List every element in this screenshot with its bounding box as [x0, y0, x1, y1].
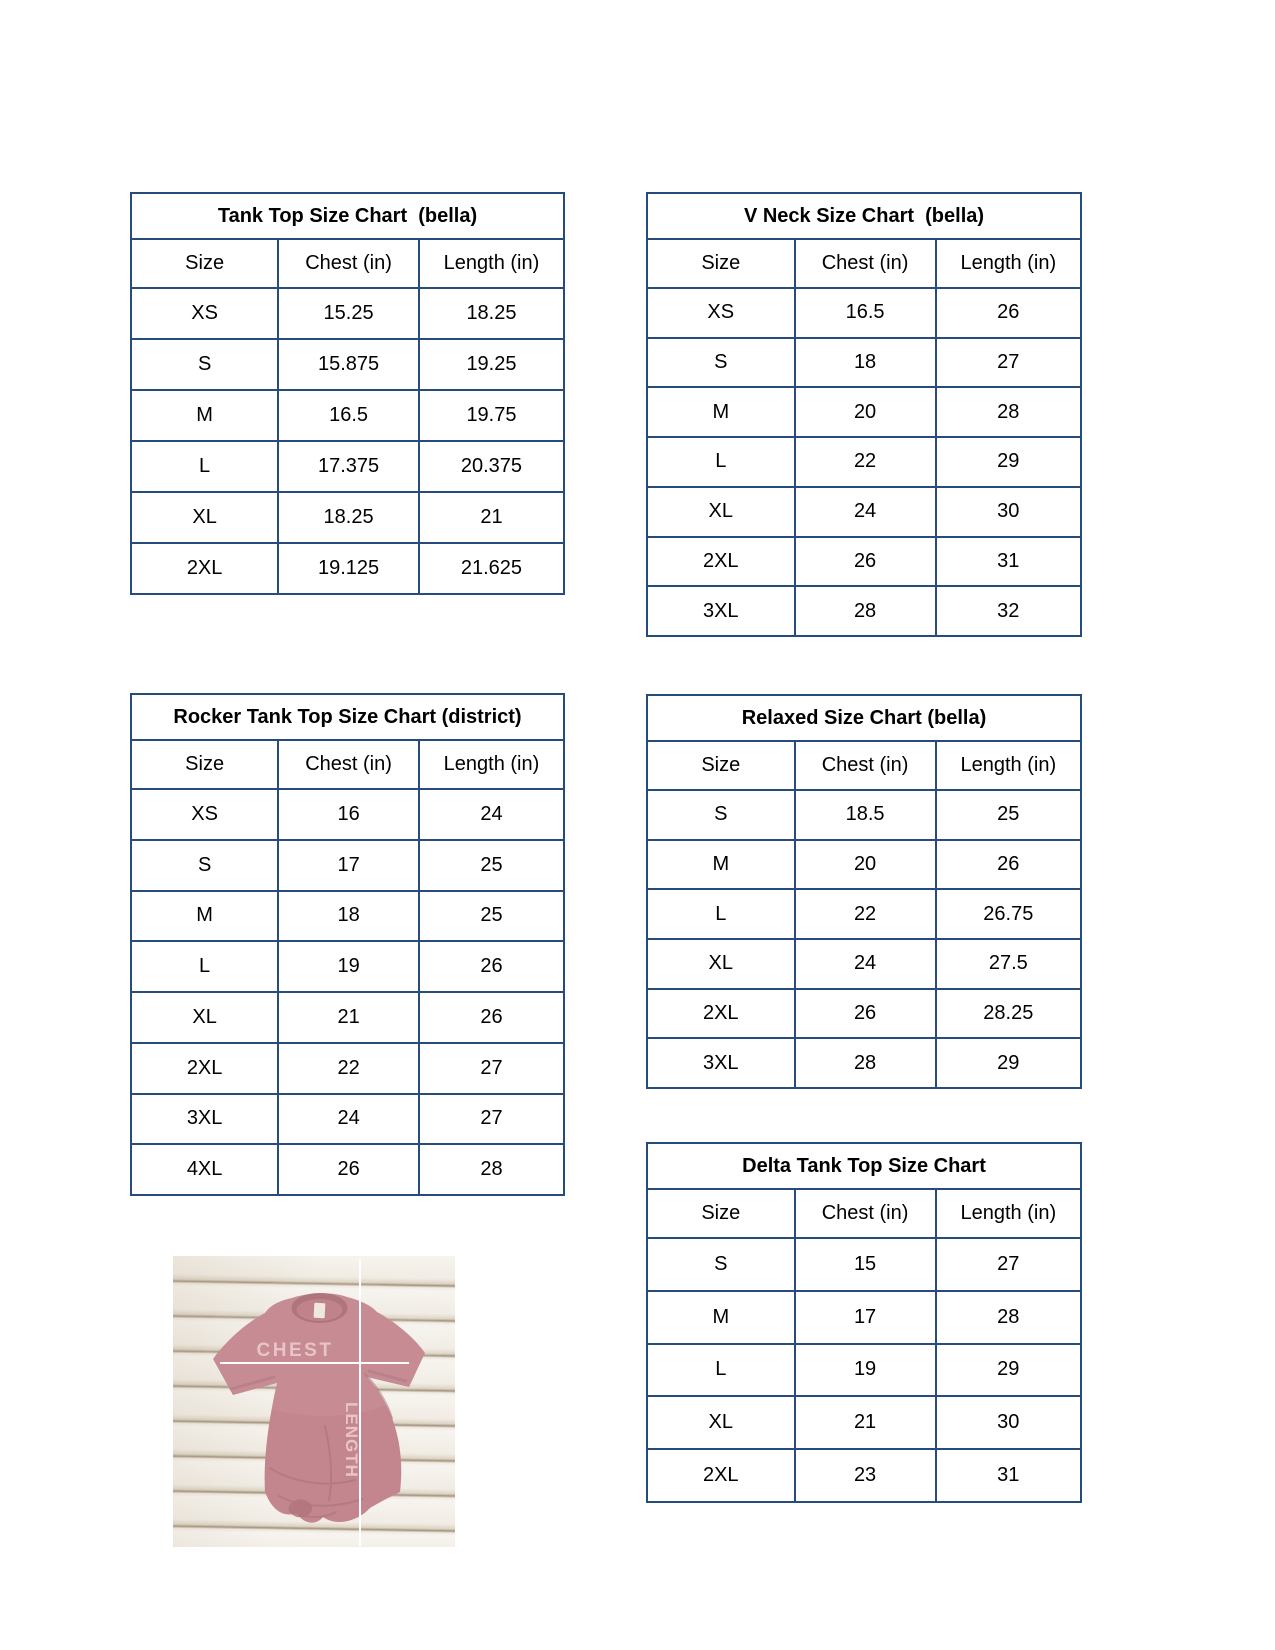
relaxed-bella-size-chart	[646, 694, 1082, 1089]
table-row	[647, 939, 1081, 989]
table-row	[647, 1344, 1081, 1397]
size-cell: L	[131, 441, 278, 492]
header-row	[647, 1189, 1081, 1238]
length-cell: 27	[936, 1238, 1081, 1291]
chest-cell: 16.5	[278, 390, 419, 441]
chest-cell: 24	[795, 939, 936, 989]
size-cell: M	[647, 1291, 795, 1344]
chest-cell: 22	[795, 437, 936, 487]
size-cell: M	[131, 390, 278, 441]
table-row	[647, 790, 1081, 840]
length-cell: 19.25	[419, 339, 564, 390]
size-cell: 2XL	[131, 1043, 278, 1094]
table-row	[131, 339, 564, 390]
chest-cell: 21	[278, 992, 419, 1043]
header-row	[647, 741, 1081, 790]
v-neck-bella-table	[646, 192, 1082, 637]
size-cell: S	[647, 1238, 795, 1291]
table-row	[647, 487, 1081, 537]
size-cell: 2XL	[647, 989, 795, 1039]
table-title: V Neck Size Chart (bella)	[647, 193, 1081, 239]
length-cell: 26	[419, 992, 564, 1043]
chest-cell: 26	[795, 537, 936, 587]
length-cell: 31	[936, 537, 1081, 587]
chest-cell: 22	[278, 1043, 419, 1094]
chest-cell: 28	[795, 586, 936, 636]
chest-cell: 24	[795, 487, 936, 537]
length-cell: 32	[936, 586, 1081, 636]
size-cell: 3XL	[647, 586, 795, 636]
table-row	[131, 992, 564, 1043]
chest-cell: 19.125	[278, 543, 419, 594]
size-cell: XL	[647, 939, 795, 989]
length-cell: 25	[936, 790, 1081, 840]
column-header: Size	[647, 1189, 795, 1238]
length-cell: 24	[419, 789, 564, 840]
size-cell: L	[647, 889, 795, 939]
table-row	[647, 338, 1081, 388]
rocker-tank-top-district-table	[130, 693, 565, 1196]
length-cell: 26	[936, 840, 1081, 890]
table-row	[131, 390, 564, 441]
length-cell: 27	[419, 1043, 564, 1094]
length-cell: 19.75	[419, 390, 564, 441]
v-neck-bella-size-chart	[646, 192, 1082, 637]
column-header: Length (in)	[936, 239, 1081, 288]
table-row	[131, 941, 564, 992]
table-row	[131, 1043, 564, 1094]
chest-cell: 24	[278, 1094, 419, 1145]
delta-tank-top-size-chart	[646, 1142, 1082, 1503]
column-header: Chest (in)	[278, 740, 419, 789]
table-row	[131, 891, 564, 942]
table-row	[131, 288, 564, 339]
size-cell: XS	[131, 288, 278, 339]
table-row	[647, 1291, 1081, 1344]
table-title: Tank Top Size Chart (bella)	[131, 193, 564, 239]
chest-cell: 15.25	[278, 288, 419, 339]
chest-cell: 17.375	[278, 441, 419, 492]
length-cell: 28.25	[936, 989, 1081, 1039]
column-header: Chest (in)	[278, 239, 419, 288]
column-header: Length (in)	[419, 239, 564, 288]
size-cell: M	[647, 387, 795, 437]
table-title: Delta Tank Top Size Chart	[647, 1143, 1081, 1189]
length-cell: 26	[419, 941, 564, 992]
length-cell: 28	[936, 387, 1081, 437]
size-cell: XL	[131, 992, 278, 1043]
table-row	[647, 989, 1081, 1039]
table-row	[647, 437, 1081, 487]
table-row	[647, 586, 1081, 636]
length-cell: 30	[936, 1396, 1081, 1449]
table-title: Relaxed Size Chart (bella)	[647, 695, 1081, 741]
table-row	[131, 492, 564, 543]
chest-cell: 26	[278, 1144, 419, 1195]
column-header: Length (in)	[936, 741, 1081, 790]
table-row	[131, 441, 564, 492]
length-cell: 27.5	[936, 939, 1081, 989]
size-cell: L	[647, 1344, 795, 1397]
header-row	[131, 239, 564, 288]
length-label: LENGTH	[342, 1402, 361, 1478]
length-cell: 18.25	[419, 288, 564, 339]
table-row	[131, 840, 564, 891]
table-row	[131, 1094, 564, 1145]
size-cell: S	[647, 338, 795, 388]
chest-cell: 18.5	[795, 790, 936, 840]
size-cell: XL	[647, 1396, 795, 1449]
length-cell: 21	[419, 492, 564, 543]
column-header: Size	[647, 741, 795, 790]
size-cell: L	[131, 941, 278, 992]
chest-label: CHEST	[256, 1340, 334, 1361]
chest-cell: 22	[795, 889, 936, 939]
column-header: Length (in)	[419, 740, 564, 789]
column-header: Size	[647, 239, 795, 288]
chest-cell: 15.875	[278, 339, 419, 390]
size-cell: XS	[131, 789, 278, 840]
size-cell: M	[647, 840, 795, 890]
length-cell: 28	[419, 1144, 564, 1195]
chest-cell: 16	[278, 789, 419, 840]
size-cell: 2XL	[647, 537, 795, 587]
column-header: Size	[131, 740, 278, 789]
chest-cell: 19	[278, 941, 419, 992]
table-row	[131, 1144, 564, 1195]
column-header: Chest (in)	[795, 239, 936, 288]
length-cell: 21.625	[419, 543, 564, 594]
length-cell: 26	[936, 288, 1081, 338]
chest-cell: 18	[278, 891, 419, 942]
chest-cell: 18.25	[278, 492, 419, 543]
size-cell: 4XL	[131, 1144, 278, 1195]
size-cell: S	[131, 840, 278, 891]
table-row	[647, 840, 1081, 890]
length-cell: 25	[419, 840, 564, 891]
column-header: Chest (in)	[795, 1189, 936, 1238]
length-cell: 20.375	[419, 441, 564, 492]
size-cell: S	[647, 790, 795, 840]
chest-cell: 17	[278, 840, 419, 891]
relaxed-bella-table	[646, 694, 1082, 1089]
table-row	[647, 889, 1081, 939]
size-cell: 2XL	[131, 543, 278, 594]
length-cell: 29	[936, 1344, 1081, 1397]
shirt-measurement-illustration	[173, 1256, 455, 1547]
chest-cell: 21	[795, 1396, 936, 1449]
chest-cell: 15	[795, 1238, 936, 1291]
header-row	[647, 239, 1081, 288]
chest-cell: 23	[795, 1449, 936, 1502]
tank-top-bella-size-chart	[130, 192, 565, 595]
table-row	[647, 1038, 1081, 1088]
size-cell: M	[131, 891, 278, 942]
tank-top-bella-table	[130, 192, 565, 595]
length-cell: 31	[936, 1449, 1081, 1502]
chest-cell: 20	[795, 387, 936, 437]
rocker-tank-top-district-size-chart	[130, 693, 565, 1196]
length-cell: 30	[936, 487, 1081, 537]
size-cell: 2XL	[647, 1449, 795, 1502]
chest-cell: 19	[795, 1344, 936, 1397]
chest-cell: 18	[795, 338, 936, 388]
length-cell: 27	[936, 338, 1081, 388]
length-cell: 29	[936, 437, 1081, 487]
table-row	[647, 1449, 1081, 1502]
chest-cell: 28	[795, 1038, 936, 1088]
delta-tank-top-table	[646, 1142, 1082, 1503]
length-cell: 29	[936, 1038, 1081, 1088]
size-cell: 3XL	[647, 1038, 795, 1088]
table-title: Rocker Tank Top Size Chart (district)	[131, 694, 564, 740]
column-header: Chest (in)	[795, 741, 936, 790]
chest-cell: 20	[795, 840, 936, 890]
chest-cell: 26	[795, 989, 936, 1039]
table-row	[647, 537, 1081, 587]
column-header: Size	[131, 239, 278, 288]
table-row	[131, 543, 564, 594]
size-cell: 3XL	[131, 1094, 278, 1145]
table-row	[647, 1238, 1081, 1291]
size-cell: XL	[647, 487, 795, 537]
size-cell: XL	[131, 492, 278, 543]
length-cell: 26.75	[936, 889, 1081, 939]
size-cell: L	[647, 437, 795, 487]
size-cell: S	[131, 339, 278, 390]
length-cell: 25	[419, 891, 564, 942]
chest-cell: 16.5	[795, 288, 936, 338]
table-row	[647, 1396, 1081, 1449]
shirt-measurement-photo	[173, 1256, 455, 1547]
table-row	[647, 387, 1081, 437]
size-cell: XS	[647, 288, 795, 338]
chest-cell: 17	[795, 1291, 936, 1344]
header-row	[131, 740, 564, 789]
length-cell: 28	[936, 1291, 1081, 1344]
column-header: Length (in)	[936, 1189, 1081, 1238]
length-cell: 27	[419, 1094, 564, 1145]
table-row	[131, 789, 564, 840]
table-row	[647, 288, 1081, 338]
